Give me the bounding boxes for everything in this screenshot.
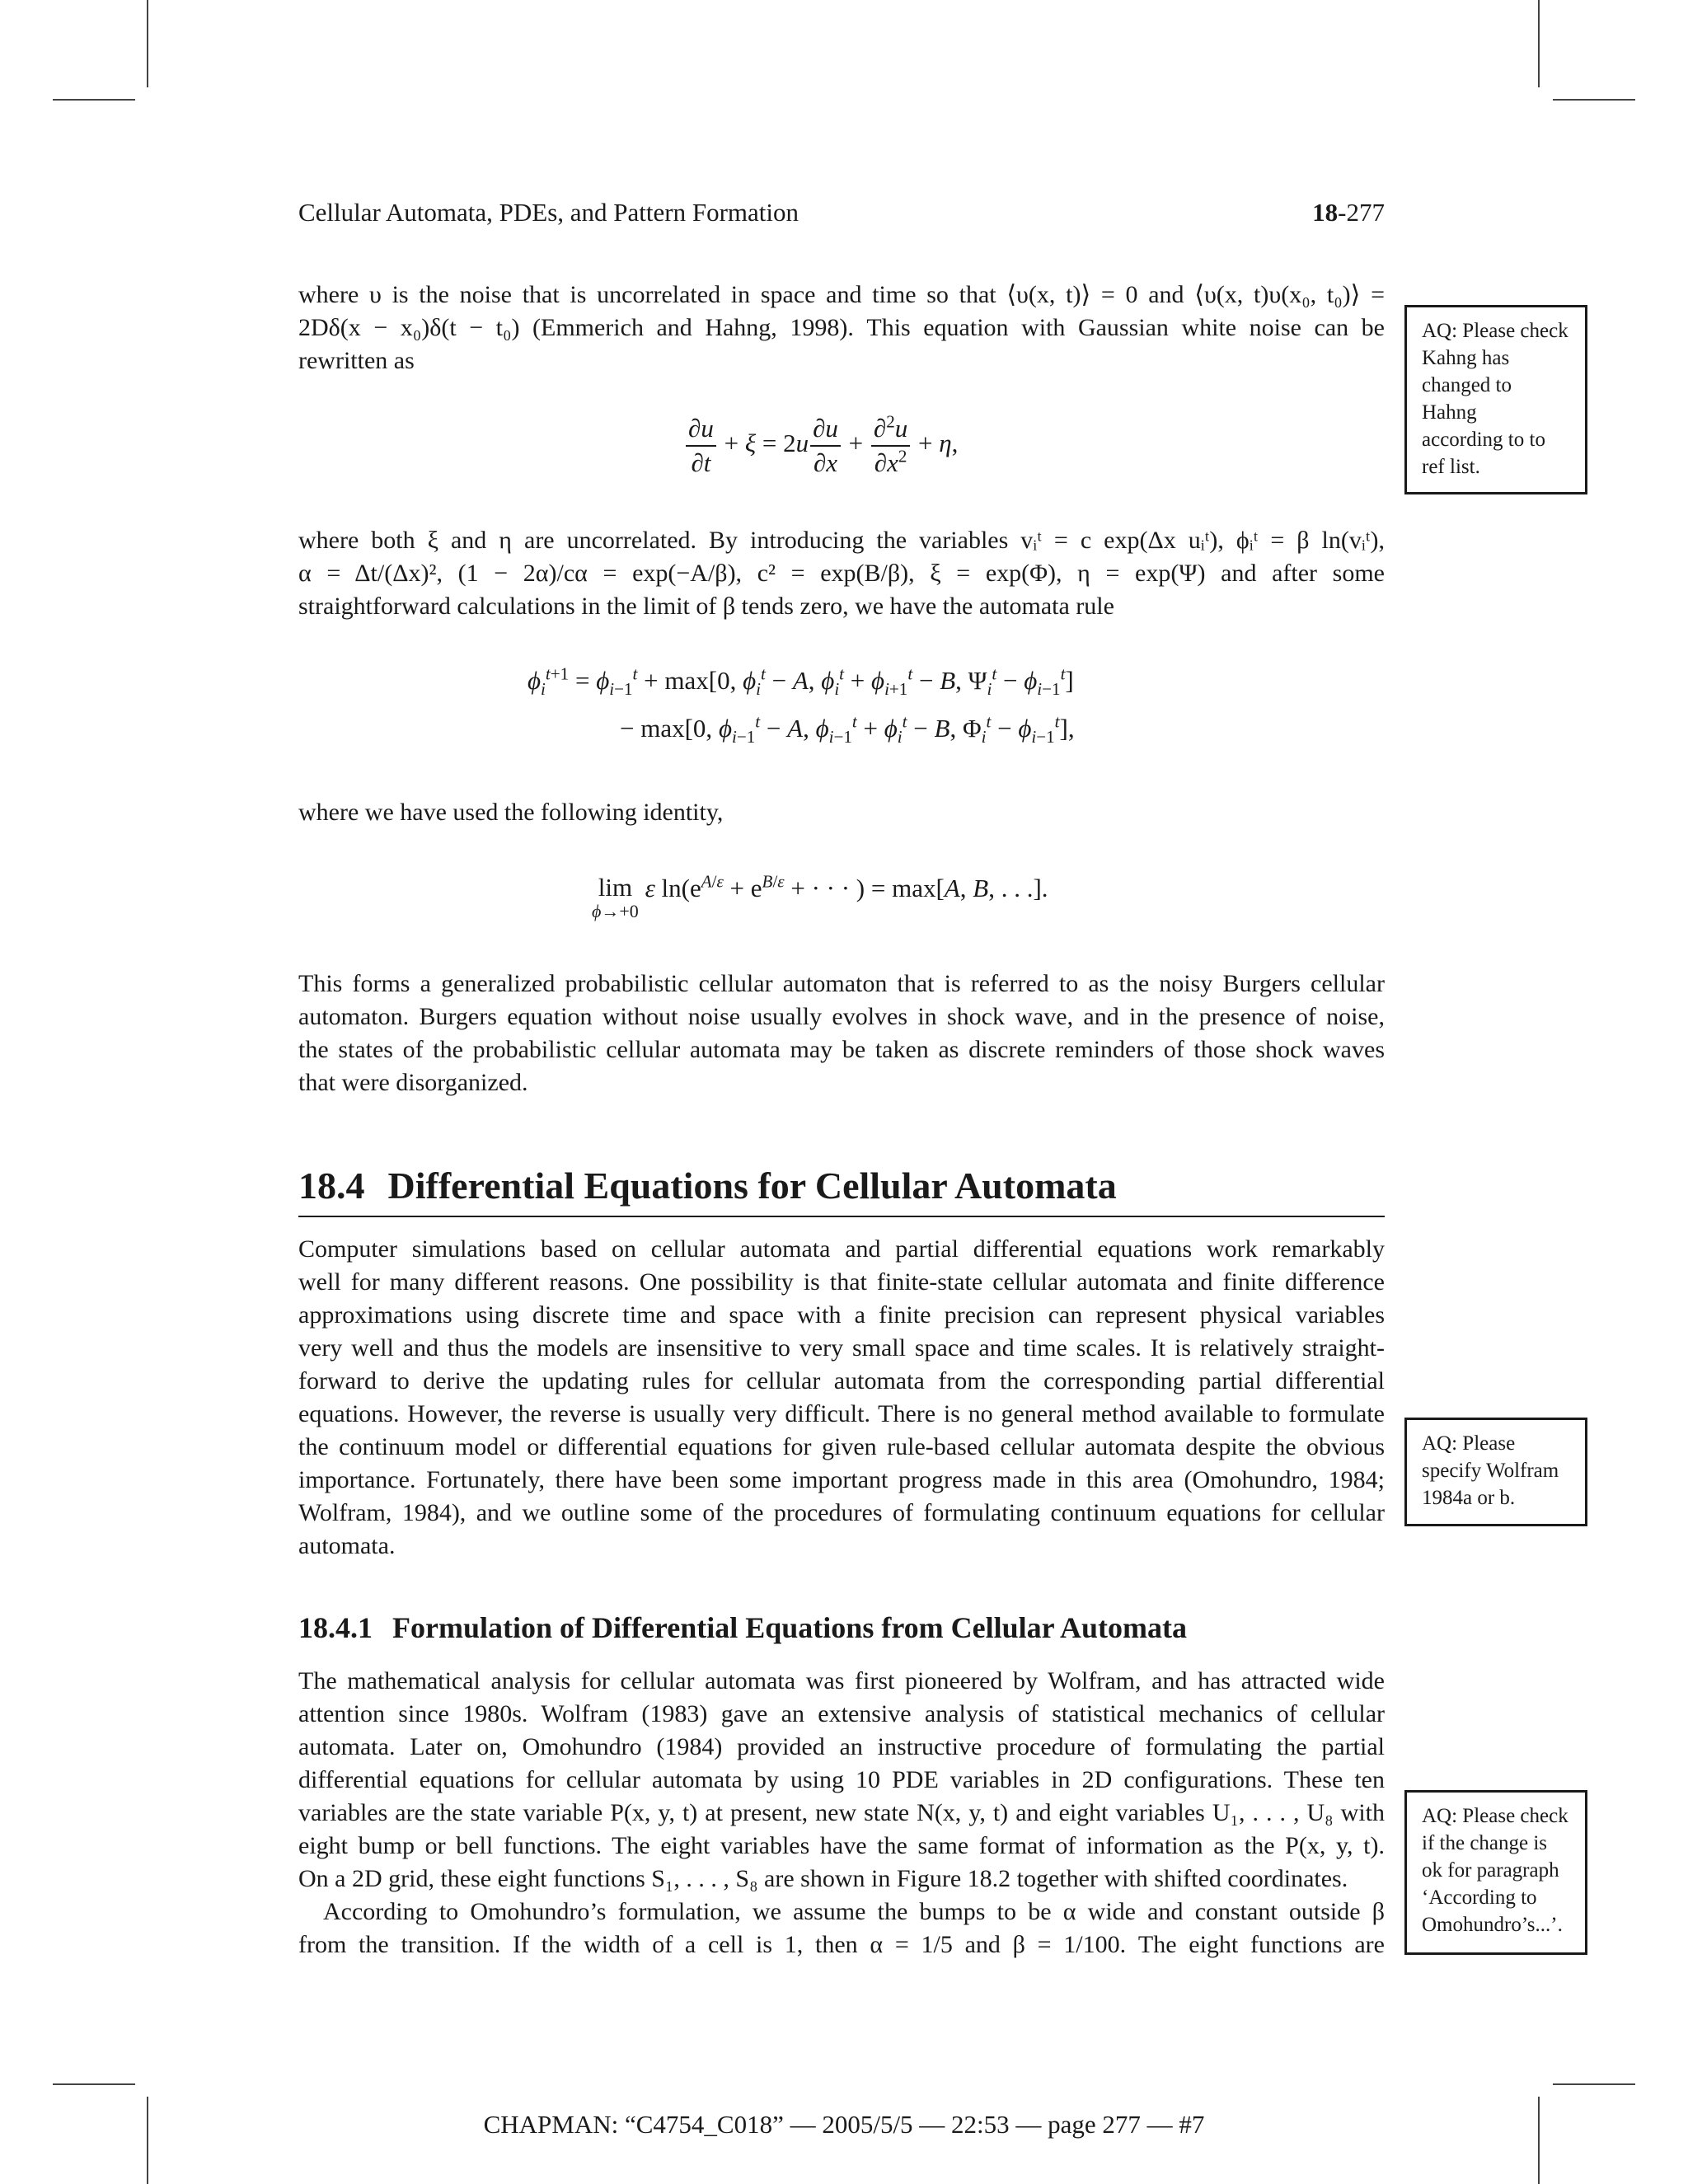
running-title: Cellular Automata, PDEs, and Pattern Formation [298, 198, 799, 227]
equation-burgers: $\frac{\partial u}{\partial t}$ + ξ = 2u $\frac{\partial u}{\partial x}$ + $\frac{\partial^2u}{\partial x^2}$ + η, [684, 414, 958, 478]
equation-identity: lim ϕ→+0 ε $\ln(e^{A/\varepsilon} + e^{B/\varepsilon}$ + · · · ) = max[A, B, . . .]. [592, 871, 1048, 921]
paragraph-formulation: The mathematical analysis for cellular automata was first pioneered by Wolfram, and has attracted wide attention since 1980s. Wolfram (1983) gave an extensive analysis of statistical mechanics of cellular automata. Later on, Omohundro (1984) provided an instructive procedure of formulating the partial differential equations for cellular automata by using 10 PDE variables in 2D configurations. These ten variables are the state variable P(x, y, t) at present, new state N(x, y, t) and eight variables U₁, . . . , U₈ with eight bump or bell functions. The eight variables have the same format of information as the P(x, y, t). On a 2D grid, these eight functions S₁, . . . , S₈ are shown in Figure 18.2 together with shifted coordinates. [298, 1667, 1385, 1892]
crop-mark [1538, 0, 1540, 87]
author-query-box: AQ: Please check if the change is ok for paragraph ‘According to Omohundro’s...’. [1404, 1790, 1587, 1955]
equation-automata-rule-line2: − max[0, $\phi_{i-1}^t - A$, $\phi_{i-1}^t + \phi_i^t - B$, $\Phi_i^t - \phi_{i-1}^t$], [620, 711, 1075, 748]
page-footer: CHAPMAN: “C4754_C018” — 2005/5/5 — 22:53 — page 277 — #7 [483, 2110, 1205, 2139]
paragraph-variables: where both ξ and η are uncorrelated. By introducing the variables vᵢᵗ = c exp(Δx uᵢᵗ), ϕᵢᵗ = β ln(vᵢᵗ), α = Δt/(Δx)², (1 − 2α)/cα = exp(−A/β), c² = exp(B/β), ξ = exp(Φ), η = exp(Ψ) and after some straightforward calculations in the limit of β tends zero, we have the automata rule [298, 527, 1385, 620]
crop-mark [147, 0, 148, 87]
subsection-heading: 18.4.1 Formulation of Differential Equations from Cellular Automata [298, 1611, 1187, 1644]
paragraph-burgers-automaton: This forms a generalized probabilistic cellular automaton that is referred to as the noisy Burgers cellular automaton. Burgers equation without noise usually evolves in shock wave, and in the presence of noise, the states of the probabilistic cellular automata may be taken as discrete reminders of those shock waves that were disorganized. [298, 970, 1385, 1096]
crop-mark [1553, 2083, 1635, 2085]
paragraph-identity-intro: where we have used the following identity, [298, 799, 724, 826]
page-number: 18-277 [1312, 198, 1385, 227]
paragraph-omohundro: According to Omohundro’s formulation, we assume the bumps to be α wide and constant outside β from the transition. If the width of a cell is 1, then α = 1/5 and β = 1/100. The eight functions are [298, 1898, 1385, 1958]
crop-mark [53, 2083, 135, 2085]
equation-automata-rule: $\phi_i^{t+1} = \phi_{i-1}^t + \max[0$, $\phi_i^t - A$, $\phi_i^t + \phi_{i+1}^t - B$, $\Psi_i^t - \phi_{i-1}^t$] [528, 663, 1074, 700]
crop-mark [53, 99, 135, 101]
author-query-box: AQ: Please specify Wolfram 1984a or b. [1404, 1418, 1587, 1526]
section-heading: 18.4 Differential Equations for Cellular Automata [298, 1164, 1385, 1217]
paragraph-noise: where υ is the noise that is uncorrelated in space and time so that ⟨υ(x, t)⟩ = 0 and ⟨υ(x, t)υ(x₀, t₀)⟩ = 2Dδ(x − x₀)δ(t − t₀) (Emmerich and Hahng, 1998). This equation with Gaussian white noise can be rewritten as [298, 281, 1385, 374]
paragraph-section-intro: Computer simulations based on cellular automata and partial differential equations work remarkably well for many different reasons. One possibility is that finite-state cellular automata and finite difference approximations using discrete time and space with a finite precision can represent physical variables very well and thus the models are insensitive to very small space and time scales. It is relatively straight- forward to derive the updating rules for cellular automata from the corresponding partial differential equations. However, the reverse is usually very difficult. There is no general method available to formulate the continuum model or differential equations for given rule-based cellular automata despite the obvious importance. Fortunately, there have been some important progress made in this area (Omohundro, 1984; Wolfram, 1984), and we outline some of the procedures of formulating continuum equations for cellular automata. [298, 1235, 1385, 1559]
crop-mark [1553, 99, 1635, 101]
author-query-box: AQ: Please check Kahng has changed to Hahng according to to ref list. [1404, 305, 1587, 494]
running-header [298, 194, 1385, 231]
